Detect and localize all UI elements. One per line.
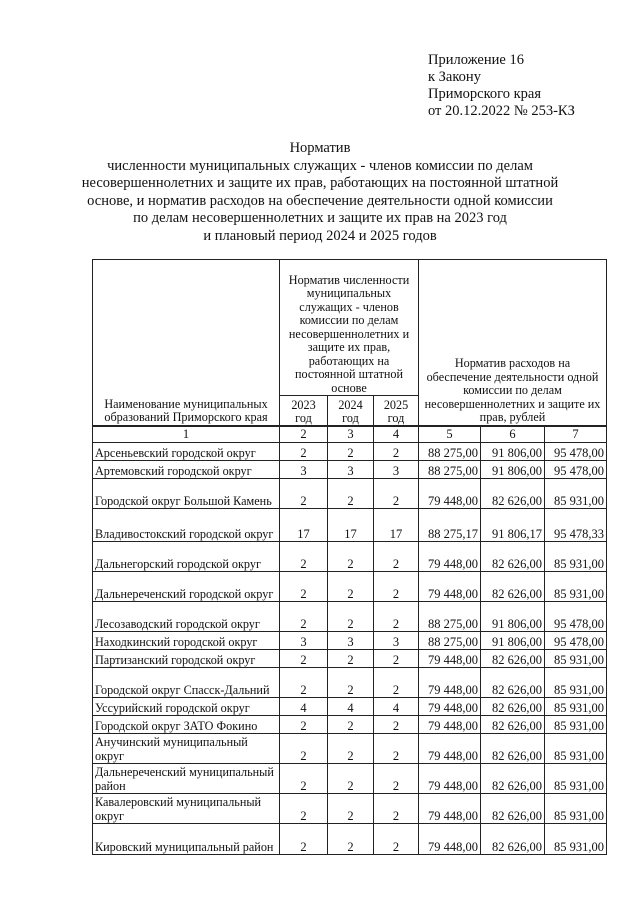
staff-2025: 2 <box>374 602 419 632</box>
staff-2023: 4 <box>280 698 328 716</box>
table-row <box>93 716 607 734</box>
staff-2025: 2 <box>374 572 419 602</box>
staff-2025: 2 <box>374 542 419 572</box>
table-row <box>93 734 607 764</box>
staff-2023: 2 <box>280 443 328 461</box>
staff-2025: 2 <box>374 824 419 855</box>
expense-2025: 95 478,00 <box>545 461 607 479</box>
municipality-name: Дальнереченский городской округ <box>93 572 280 602</box>
expense-2025: 85 931,00 <box>545 572 607 602</box>
expense-2023: 79 448,00 <box>419 479 481 509</box>
expense-2024: 82 626,00 <box>481 668 545 698</box>
staff-2024: 2 <box>328 734 374 764</box>
expense-2023: 88 275,17 <box>419 509 481 542</box>
staff-2023: 3 <box>280 632 328 650</box>
table-row <box>93 698 607 716</box>
expense-2025: 95 478,33 <box>545 509 607 542</box>
expense-2025: 85 931,00 <box>545 668 607 698</box>
expense-2023: 79 448,00 <box>419 668 481 698</box>
expense-2025: 85 931,00 <box>545 479 607 509</box>
municipality-name: Находкинский городской округ <box>93 632 280 650</box>
table-row <box>93 443 607 461</box>
staff-2024: 3 <box>328 632 374 650</box>
column-number: 4 <box>374 426 419 443</box>
appendix-line: Приложение 16 <box>428 52 524 68</box>
expense-2025: 85 931,00 <box>545 824 607 855</box>
table-row <box>93 479 607 509</box>
column-numbers-row <box>93 426 607 443</box>
expense-2023: 88 275,00 <box>419 602 481 632</box>
staff-2024: 2 <box>328 716 374 734</box>
staff-2023: 2 <box>280 572 328 602</box>
staff-2024: 4 <box>328 698 374 716</box>
expense-2023: 79 448,00 <box>419 716 481 734</box>
expense-2024: 82 626,00 <box>481 764 545 794</box>
column-number: 7 <box>545 426 607 443</box>
municipality-name: Дальнегорский городской округ <box>93 542 280 572</box>
title-line: численности муниципальных служащих - членов комиссии по делам <box>107 157 533 174</box>
table-row <box>93 764 607 794</box>
expense-2024: 82 626,00 <box>481 542 545 572</box>
staff-2025: 2 <box>374 764 419 794</box>
municipality-name: Дальнереченский муниципальный район <box>93 764 280 794</box>
expense-2024: 82 626,00 <box>481 479 545 509</box>
staff-2025: 3 <box>374 461 419 479</box>
expense-2023: 79 448,00 <box>419 650 481 668</box>
title-line: несовершеннолетних и защите их прав, работающих на постоянной штатной <box>81 175 559 192</box>
expense-2024: 82 626,00 <box>481 572 545 602</box>
header-year: 2024 год <box>328 396 374 426</box>
table-row <box>93 542 607 572</box>
expense-2023: 79 448,00 <box>419 734 481 764</box>
expense-2023: 79 448,00 <box>419 824 481 855</box>
municipality-name: Лесозаводский городской округ <box>93 602 280 632</box>
expense-2025: 95 478,00 <box>545 632 607 650</box>
header-year: 2025 год <box>374 396 419 426</box>
column-number: 2 <box>280 426 328 443</box>
expense-2025: 95 478,00 <box>545 602 607 632</box>
staff-2024: 2 <box>328 572 374 602</box>
expense-2024: 91 806,00 <box>481 632 545 650</box>
staff-2025: 2 <box>374 734 419 764</box>
staff-2024: 17 <box>328 509 374 542</box>
expense-2025: 85 931,00 <box>545 764 607 794</box>
expense-2024: 91 806,00 <box>481 461 545 479</box>
column-number: 3 <box>328 426 374 443</box>
table-row <box>93 794 607 824</box>
staff-2023: 2 <box>280 764 328 794</box>
staff-2025: 2 <box>374 668 419 698</box>
municipality-name: Уссурийский городской округ <box>93 698 280 716</box>
municipality-name: Кавалеровский муниципальный округ <box>93 794 280 824</box>
table-row <box>93 824 607 855</box>
staff-2023: 2 <box>280 542 328 572</box>
staff-2023: 2 <box>280 668 328 698</box>
staff-2024: 2 <box>328 479 374 509</box>
expense-2025: 85 931,00 <box>545 734 607 764</box>
header-name: Наименование муниципальных образований Приморского края <box>93 260 280 426</box>
staff-2025: 4 <box>374 698 419 716</box>
expense-2025: 85 931,00 <box>545 650 607 668</box>
staff-2023: 2 <box>280 650 328 668</box>
municipality-name: Владивостокский городской округ <box>93 509 280 542</box>
staff-2023: 17 <box>280 509 328 542</box>
municipality-name: Городской округ Большой Камень <box>93 479 280 509</box>
document-title <box>40 140 600 246</box>
expense-2023: 79 448,00 <box>419 698 481 716</box>
expense-2023: 79 448,00 <box>419 542 481 572</box>
staff-2024: 2 <box>328 602 374 632</box>
municipality-name: Анучинский муниципальный округ <box>93 734 280 764</box>
table-row <box>93 461 607 479</box>
expense-2025: 95 478,00 <box>545 443 607 461</box>
municipality-name: Кировский муниципальный район <box>93 824 280 855</box>
municipality-name: Городской округ Спасск-Дальний <box>93 668 280 698</box>
table-row <box>93 650 607 668</box>
header-year: 2023 год <box>280 396 328 426</box>
expense-2024: 82 626,00 <box>481 698 545 716</box>
expense-2023: 88 275,00 <box>419 632 481 650</box>
column-number: 5 <box>419 426 481 443</box>
staff-2025: 2 <box>374 443 419 461</box>
table-row <box>93 509 607 542</box>
expense-2025: 85 931,00 <box>545 542 607 572</box>
staff-2023: 2 <box>280 794 328 824</box>
expense-2024: 91 806,00 <box>481 602 545 632</box>
staff-2025: 2 <box>374 479 419 509</box>
appendix-block <box>428 52 575 120</box>
expense-2024: 82 626,00 <box>481 716 545 734</box>
expense-2023: 79 448,00 <box>419 764 481 794</box>
table-row <box>93 572 607 602</box>
staff-2023: 2 <box>280 716 328 734</box>
expense-2024: 91 806,17 <box>481 509 545 542</box>
staff-2024: 2 <box>328 824 374 855</box>
column-number: 6 <box>481 426 545 443</box>
norms-table <box>92 259 607 855</box>
staff-2023: 2 <box>280 824 328 855</box>
appendix-line: к Закону <box>428 69 481 85</box>
title-line: и плановый период 2024 и 2025 годов <box>203 227 437 244</box>
staff-2023: 2 <box>280 734 328 764</box>
municipality-name: Арсеньевский городской округ <box>93 443 280 461</box>
column-number: 1 <box>93 426 280 443</box>
staff-2025: 2 <box>374 716 419 734</box>
table-row <box>93 668 607 698</box>
staff-2024: 2 <box>328 443 374 461</box>
appendix-line: от 20.12.2022 № 253-КЗ <box>428 103 575 119</box>
staff-2025: 2 <box>374 794 419 824</box>
staff-2023: 2 <box>280 602 328 632</box>
table-row <box>93 602 607 632</box>
expense-2024: 82 626,00 <box>481 734 545 764</box>
expense-2024: 82 626,00 <box>481 650 545 668</box>
staff-2024: 2 <box>328 764 374 794</box>
expense-2023: 88 275,00 <box>419 461 481 479</box>
staff-2023: 3 <box>280 461 328 479</box>
table-row <box>93 632 607 650</box>
expense-2024: 82 626,00 <box>481 824 545 855</box>
header-staff-norm: Норматив численности муниципальных служащих - членов комиссии по делам несовершеннолетних и защите их прав, работающих на постоянной штатной основе <box>280 260 419 396</box>
title-line: Норматив <box>289 140 351 156</box>
expense-2025: 85 931,00 <box>545 716 607 734</box>
header-expense-norm: Норматив расходов на обеспечение деятельности одной комиссии по делам несовершеннолетних и защите их прав, рублей <box>419 260 607 426</box>
staff-2023: 2 <box>280 479 328 509</box>
appendix-line: Приморского края <box>428 86 542 102</box>
expense-2024: 91 806,00 <box>481 443 545 461</box>
staff-2025: 17 <box>374 509 419 542</box>
staff-2024: 2 <box>328 794 374 824</box>
expense-2023: 88 275,00 <box>419 443 481 461</box>
staff-2024: 2 <box>328 668 374 698</box>
municipality-name: Городской округ ЗАТО Фокино <box>93 716 280 734</box>
staff-2025: 3 <box>374 632 419 650</box>
title-line: основе, и норматив расходов на обеспечение деятельности одной комиссии <box>87 192 553 209</box>
title-line: по делам несовершеннолетних и защите их прав на 2023 год <box>133 210 507 227</box>
municipality-name: Артемовский городской округ <box>93 461 280 479</box>
expense-2023: 79 448,00 <box>419 572 481 602</box>
expense-2025: 85 931,00 <box>545 794 607 824</box>
expense-2023: 79 448,00 <box>419 794 481 824</box>
staff-2024: 2 <box>328 542 374 572</box>
staff-2024: 3 <box>328 461 374 479</box>
municipality-name: Партизанский городской округ <box>93 650 280 668</box>
staff-2024: 2 <box>328 650 374 668</box>
expense-2024: 82 626,00 <box>481 794 545 824</box>
staff-2025: 2 <box>374 650 419 668</box>
expense-2025: 85 931,00 <box>545 698 607 716</box>
